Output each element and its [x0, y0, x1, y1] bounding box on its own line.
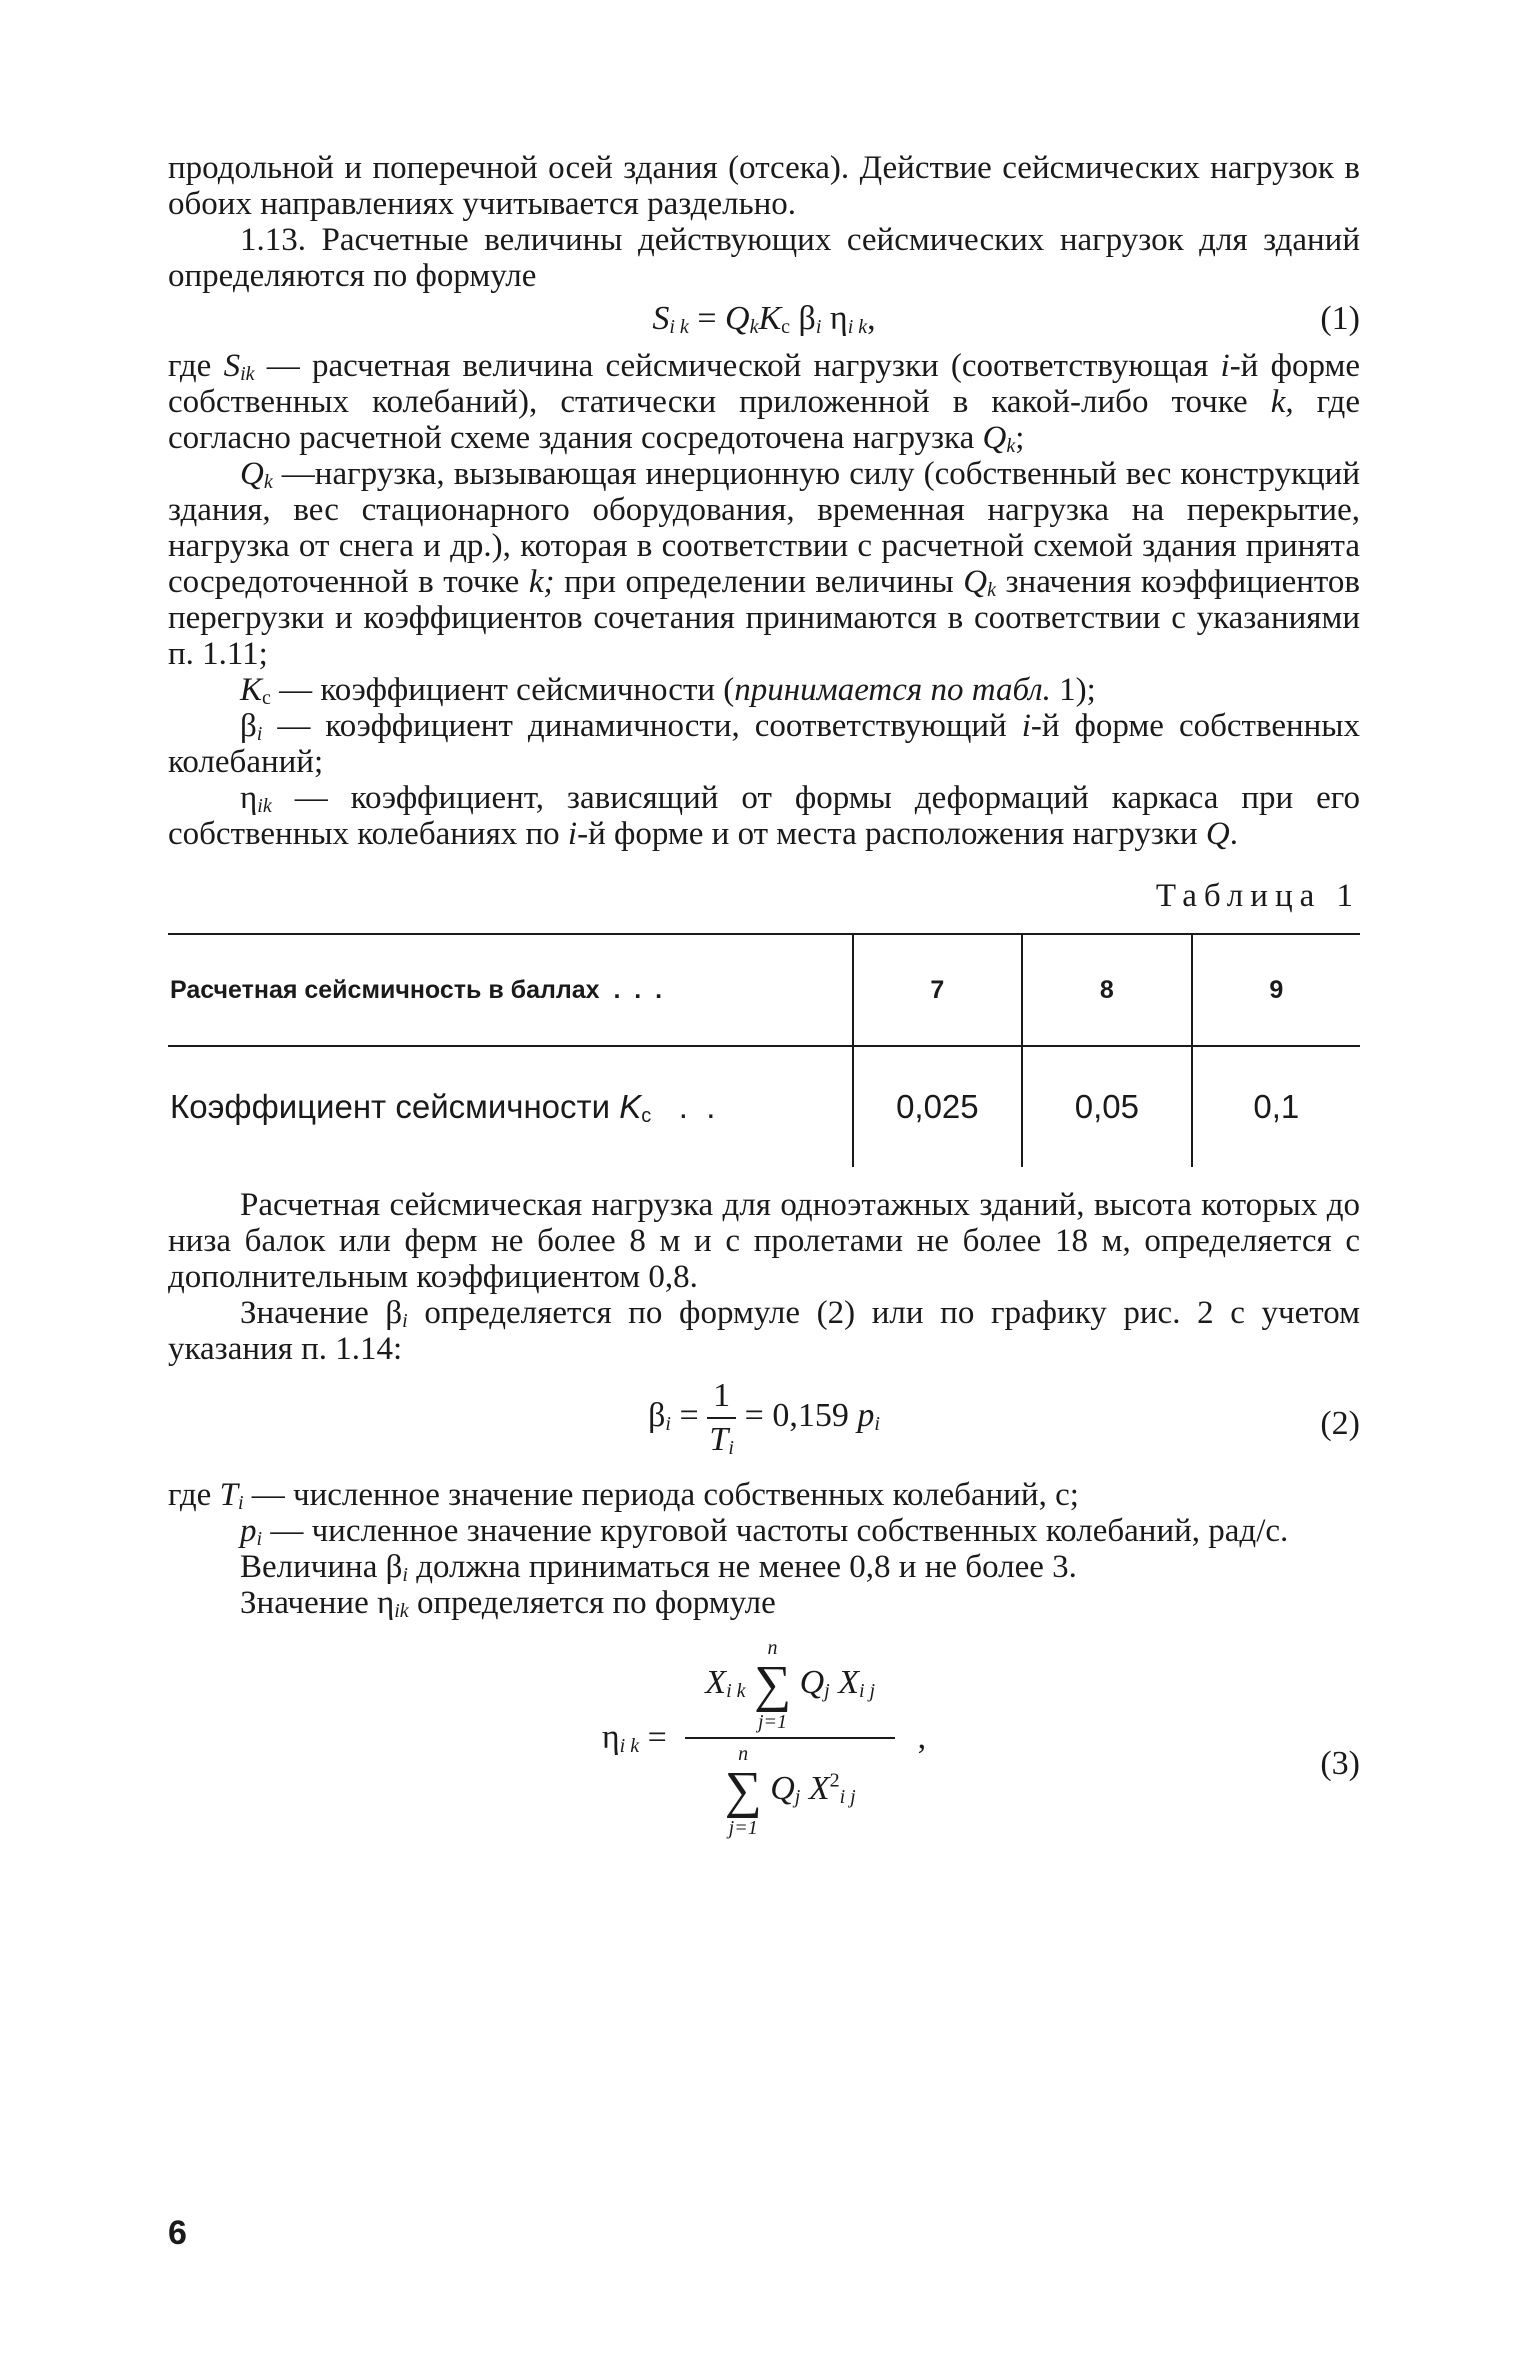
definition-K: $K_c$ — коэффициент сейсмичности (принимается по табл. 1);	[240, 672, 1096, 709]
page-number: 6	[168, 2214, 187, 2252]
definition-Q: $Q_k$ —нагрузка, вызывающая инерционную силу (собственный вес конструкций здания, вес стационарного оборудования, временная нагрузка на перекрытие, нагрузка от снега и др.), которая в соответствии с расчетной схемой здания принята сосредоточенной в точке k; при определении величины $Q_k$ значения коэффициентов перегрузки и коэффициентов сочетания принимаются в соответствии с указаниями п. 1.11;	[168, 456, 1360, 672]
definition-S: где $S_{ik}$ — расчетная величина сейсмической нагрузки (соответствующая i-й форме собственных колебаний), статически приложенной в какой-либо точке k, где согласно расчетной схеме здания сосредоточена нагрузка $Q_k$;	[168, 348, 1360, 457]
formula-1	[168, 294, 1360, 348]
table-cell: 0,1	[1192, 1046, 1360, 1167]
table-header-cell: 9	[1192, 934, 1360, 1046]
paragraph-eta-value: Значение $\eta_{ik}$ определяется по формуле	[240, 1585, 776, 1622]
page-content	[168, 150, 1360, 1917]
paragraph-beta-value: Значение $\beta_i$ определяется по формуле (2) или по графику рис. 2 с учетом указания п. 1.14:	[168, 1295, 1361, 1367]
definition-T: где $T_i$ — численное значение периода собственных колебаний, с;	[168, 1477, 1079, 1514]
paragraph-beta-limits: Величина $\beta_i$ должна приниматься не менее 0,8 и не более 3.	[240, 1549, 1077, 1586]
formula-2-fraction: $\frac{1}{T_i}$	[707, 1377, 736, 1459]
paragraph-1-13: 1.13. Расчетные величины действующих сейсмических нагрузок для зданий определяются по формуле	[168, 222, 1360, 294]
paragraph-intro: продольной и поперечной осей здания (отсека). Действие сейсмических нагрузок в обоих направлениях учитывается раздельно.	[168, 150, 1360, 222]
formula-2	[168, 1367, 1360, 1477]
definition-beta: $\beta_i$ — коэффициент динамичности, соответствующий i-й форме собственных колебаний;	[168, 708, 1360, 780]
table-header-cell: 8	[1022, 934, 1191, 1046]
table-cell: 0,025	[853, 1046, 1023, 1167]
formula-1-body: $S_{i k} = Q_kK_c$ $\beta_i$ $\eta_{i k}$,	[652, 300, 876, 338]
seismicity-table	[168, 933, 1360, 1167]
table-caption: Таблица 1	[1155, 878, 1360, 914]
formula-3-fraction: $X_{i k}$ n ∑ j=1 $Q_j$ $X_{i j}$ n ∑ j=1 $Q_j$ $X^2_{i j}$	[685, 1637, 895, 1839]
formula-1-number: (1)	[1320, 300, 1360, 337]
formula-3	[168, 1627, 1360, 1917]
table-header-cell: 7	[853, 934, 1023, 1046]
table-row	[168, 1046, 1360, 1167]
formula-2-body: $\beta_i$ = $\frac{1}{T_i}$ = 0,159 $p_i$	[648, 1377, 880, 1459]
paragraph-one-storey: Расчетная сейсмическая нагрузка для одноэтажных зданий, высота которых до низа балок или ферм не более 8 м и с пролетами не более 18 м, определяется с дополнительным коэффициентом 0,8.	[168, 1187, 1360, 1295]
table-header-label: Расчетная сейсмичность в баллах . . .	[168, 934, 853, 1046]
table-header-row	[168, 934, 1360, 1046]
formula-3-number: (3)	[1320, 1745, 1360, 1782]
formula-3-body: $\eta_{i k}$ = $X_{i k}$ n ∑ j=1 $Q_j$ $X_{i j}$ n ∑ j=1 $Q_j$ $X^2_{i j}$ ,	[601, 1637, 927, 1839]
table-row-label: Коэффициент сейсмичности $K_c$ . .	[170, 1088, 716, 1127]
definition-p: $p_i$ — численное значение круговой частоты собственных колебаний, рад/с.	[240, 1513, 1289, 1550]
definition-eta: $\eta_{ik}$ — коэффициент, зависящий от формы деформаций каркаса при его собственных колебаниях по i-й форме и от места расположения нагрузки Q.	[168, 780, 1360, 852]
formula-2-number: (2)	[1320, 1405, 1360, 1442]
table-cell: 0,05	[1022, 1046, 1191, 1167]
